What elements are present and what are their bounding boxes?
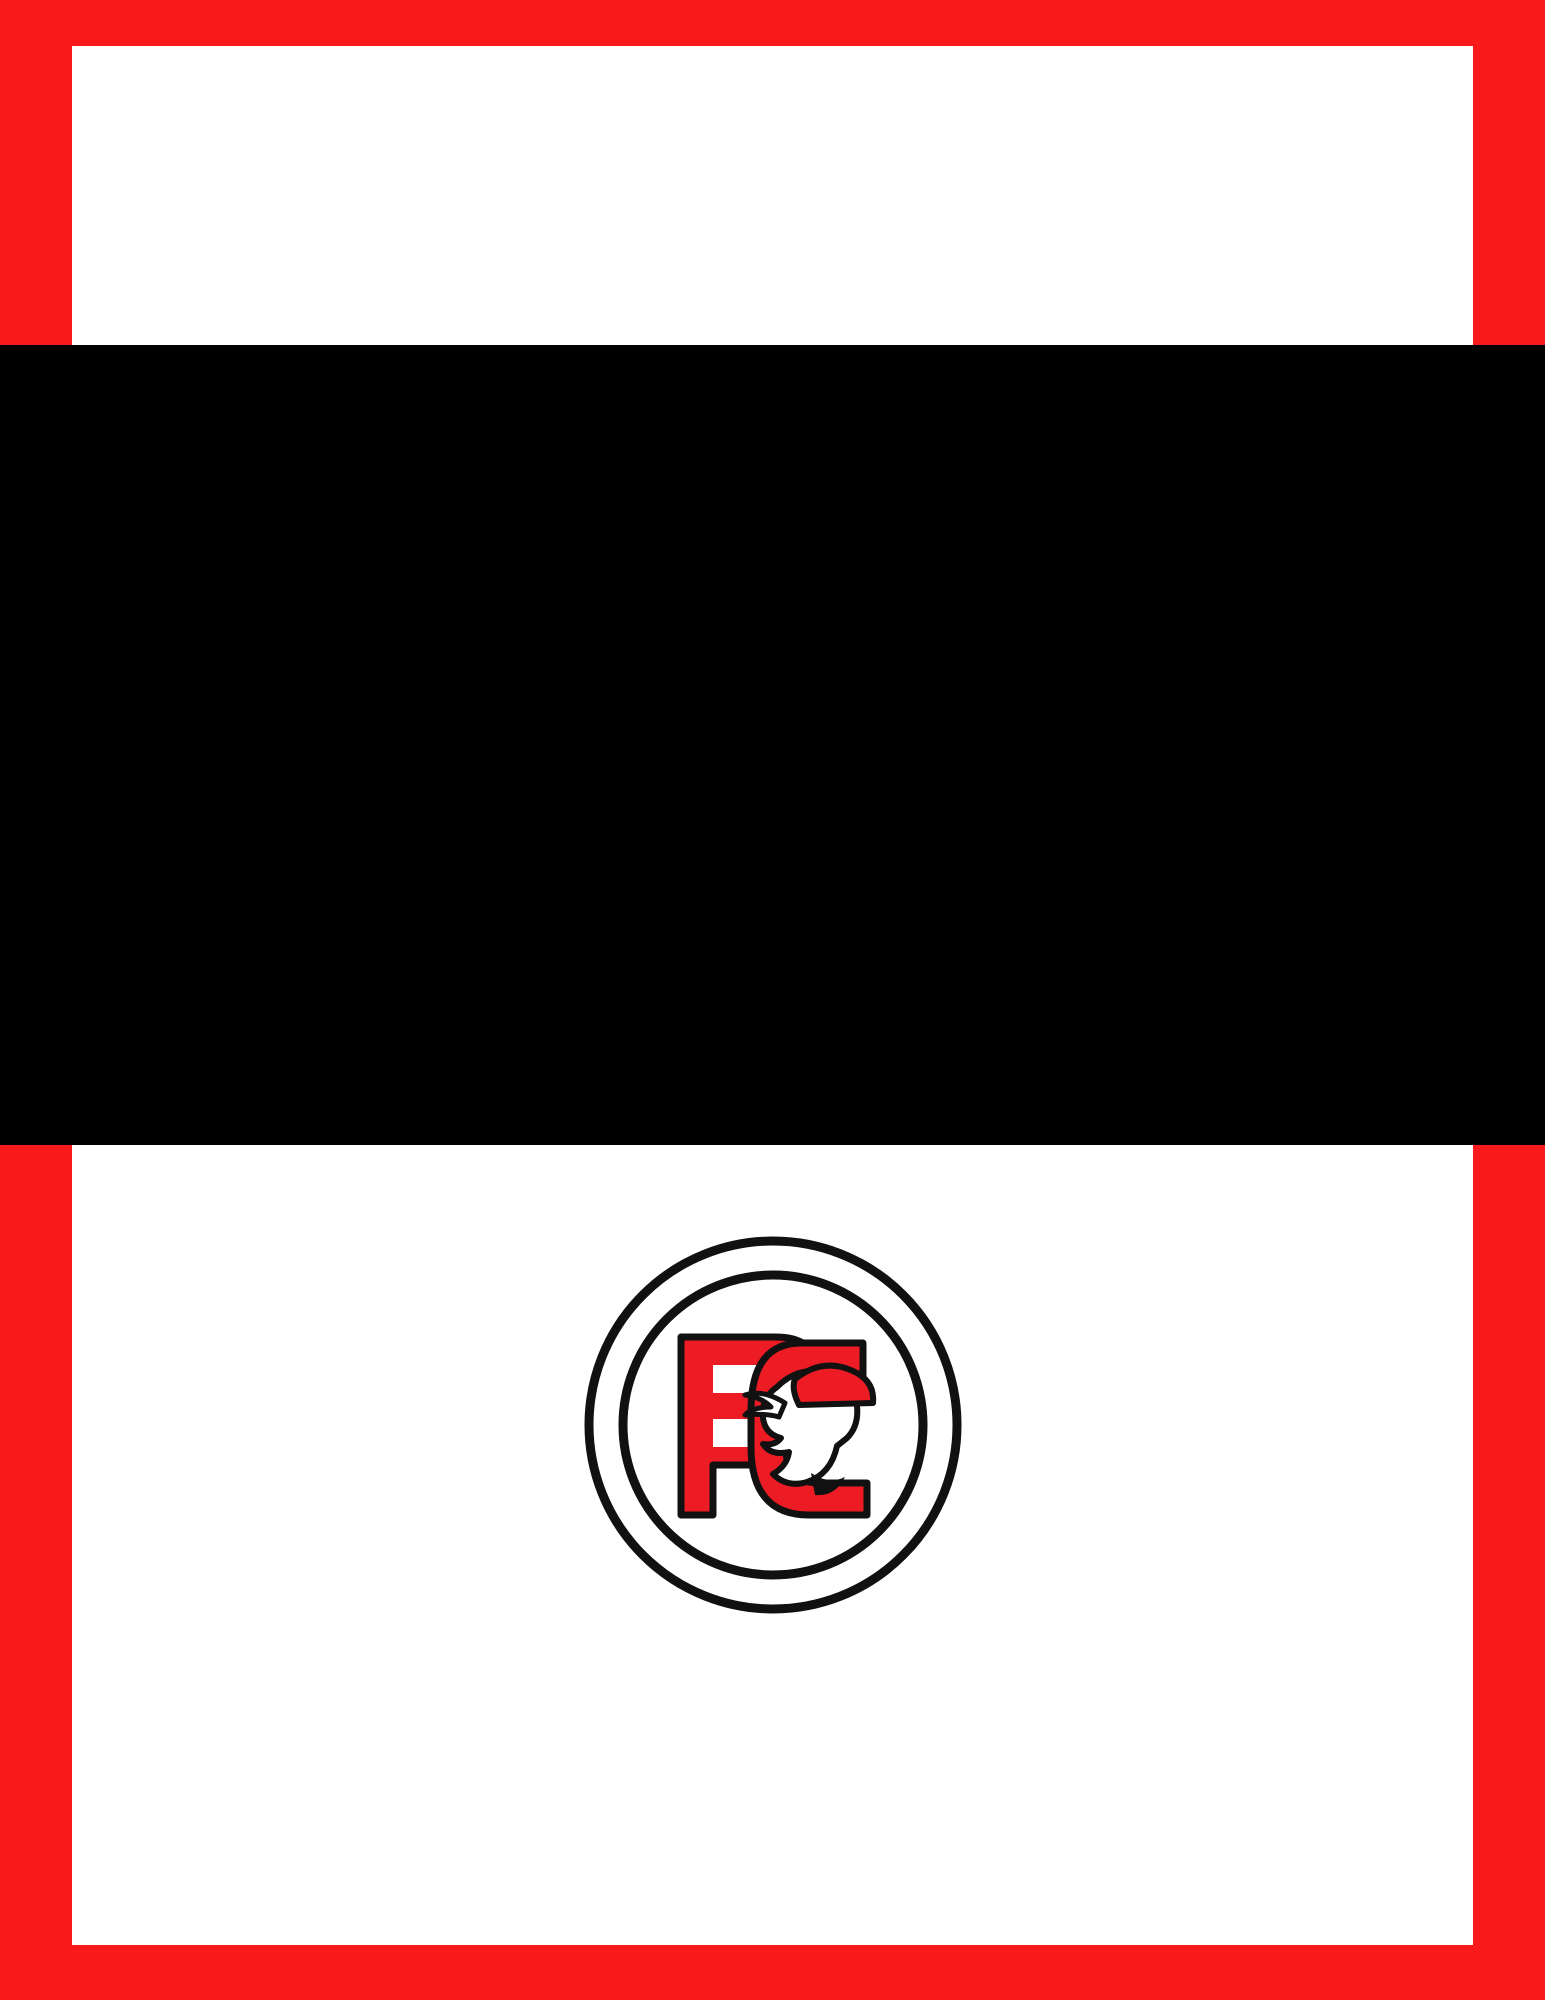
day-column-tue	[333, 390, 626, 402]
day-column-thu	[919, 390, 1212, 402]
day-column-wed	[626, 390, 919, 402]
header-panel	[72, 46, 1473, 345]
menu-grid	[40, 390, 1505, 402]
district-logo	[563, 1215, 983, 1635]
footer-panel	[72, 1145, 1473, 1945]
menu-band	[0, 345, 1545, 1145]
day-column-fri	[1212, 390, 1505, 402]
day-column-mon	[40, 390, 333, 402]
